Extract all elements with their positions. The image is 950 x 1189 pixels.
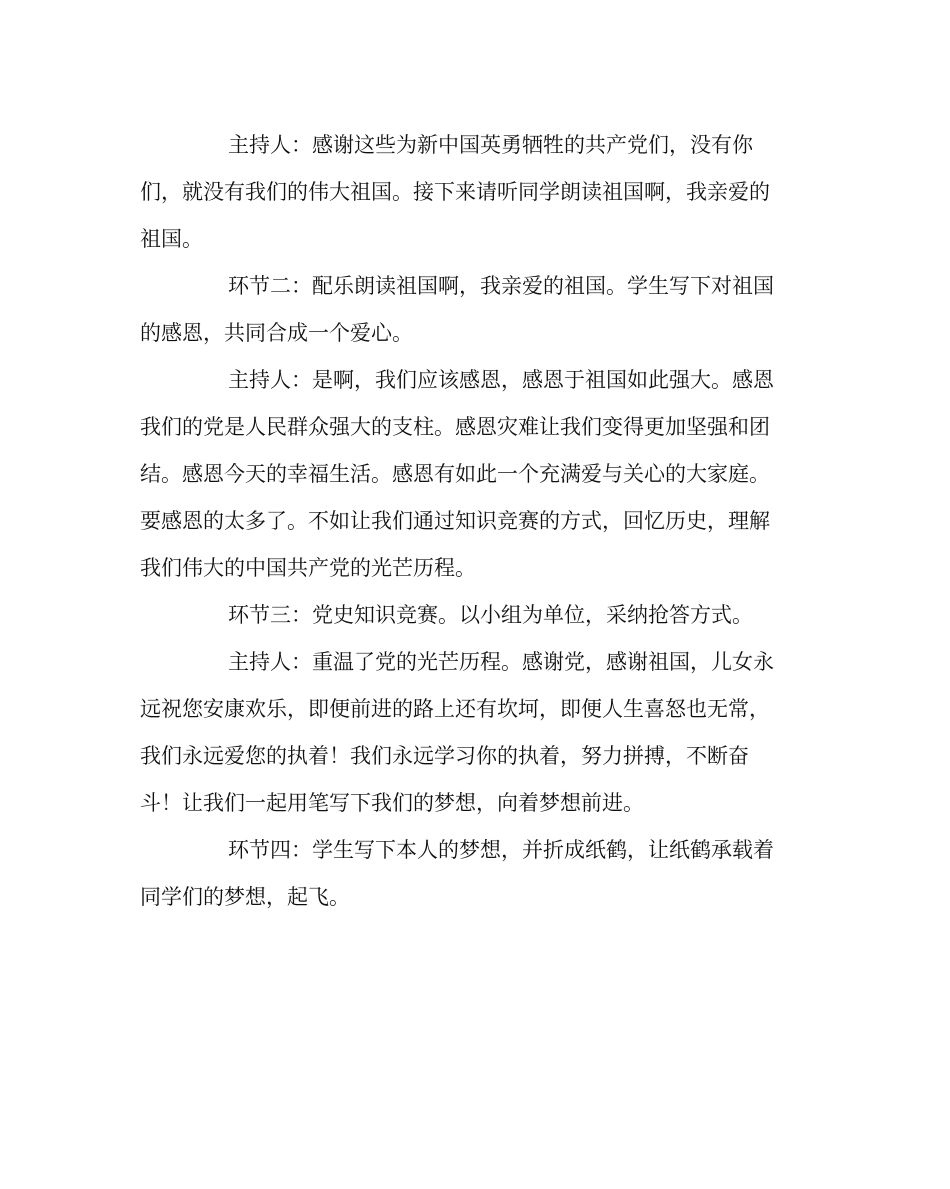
text-line: 祖国。 — [140, 227, 203, 251]
text-line: 结。感恩今天的幸福生活。感恩有如此一个充满爱与关心的大家庭。 — [140, 462, 770, 486]
text-line: 要感恩的太多了。不如让我们通过知识竞赛的方式，回忆历史，理解 — [140, 509, 770, 533]
text-line: 主持人：重温了党的光芒历程。感谢党，感谢祖国，儿女永 — [228, 650, 774, 674]
text-line: 的感恩，共同合成一个爱心。 — [140, 321, 413, 345]
paragraph-host-thanks — [140, 122, 796, 263]
text-line: 主持人：感谢这些为新中国英勇牺牲的共产党们，没有你 — [228, 133, 753, 157]
text-line: 们，就没有我们的伟大祖国。接下来请听同学朗读祖国啊，我亲爱的 — [140, 180, 770, 204]
text-line: 我们永远爱您的执着！我们永远学习你的执着，努力拼搏，不断奋 — [140, 744, 749, 768]
text-line: 我们伟大的中国共产党的光芒历程。 — [140, 556, 476, 580]
paragraph-section-three — [140, 592, 796, 639]
text-line: 环节三：党史知识竞赛。以小组为单位，采纳抢答方式。 — [228, 603, 753, 627]
text-line: 环节四：学生写下本人的梦想，并折成纸鹤，让纸鹤承载着 — [228, 838, 774, 862]
text-line: 同学们的梦想，起飞。 — [140, 885, 350, 909]
paragraph-host-review — [140, 639, 796, 827]
text-line: 斗！让我们一起用笔写下我们的梦想，向着梦想前进。 — [140, 791, 644, 815]
paragraph-section-four — [140, 827, 796, 921]
text-line: 环节二：配乐朗读祖国啊，我亲爱的祖国。学生写下对祖国 — [228, 274, 774, 298]
document-body — [140, 122, 796, 921]
text-line: 远祝您安康欢乐，即便前进的路上还有坎坷，即便人生喜怒也无常， — [140, 697, 770, 721]
text-line: 我们的党是人民群众强大的支柱。感恩灾难让我们变得更加坚强和团 — [140, 415, 770, 439]
paragraph-section-two — [140, 263, 796, 357]
paragraph-host-gratitude — [140, 357, 796, 592]
text-line: 主持人：是啊，我们应该感恩，感恩于祖国如此强大。感恩 — [228, 368, 774, 392]
